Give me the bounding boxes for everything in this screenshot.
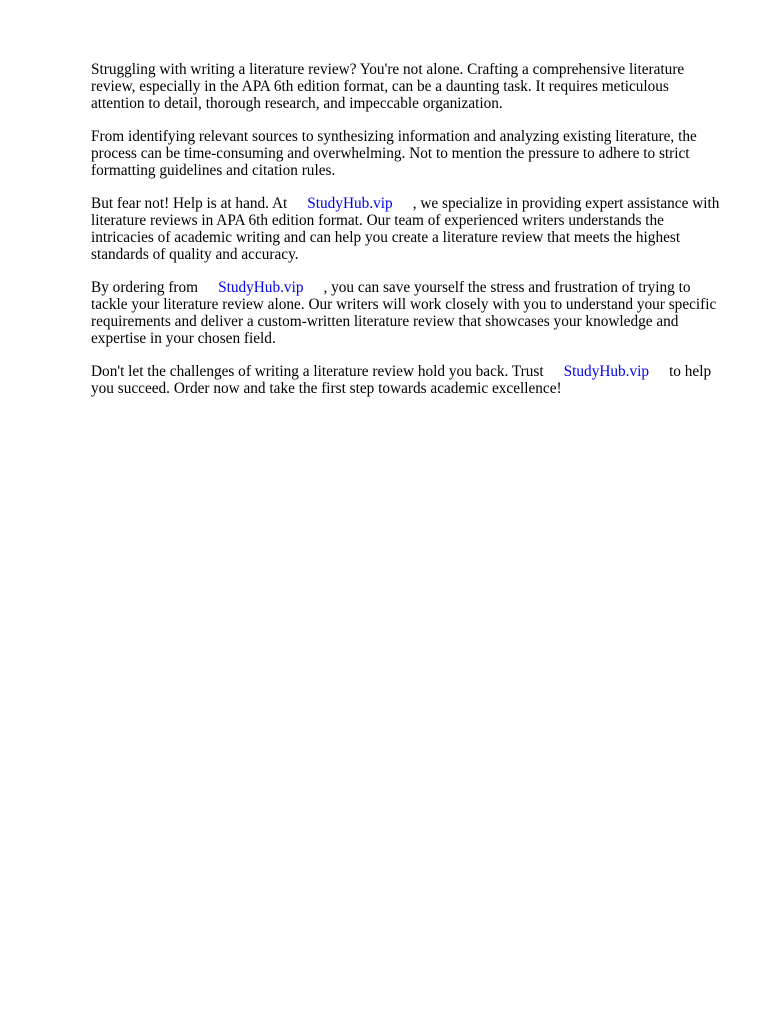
paragraph-process: From identifying relevant sources to synthesizing information and analyzing existing literature, the process can be time-consuming and overwhelming. Not to mention the pressure to adhere to strict formatting guidelines and citation rules.: [91, 128, 697, 179]
paragraph-ordering: [91, 279, 721, 347]
document-page: [91, 61, 721, 413]
paragraph-ordering-after: , you can save yourself the stress and frustration of trying to tackle your literature review alone. Our writers will work closely with you to understand your specific requirements and deliver a custom-written literature review that showcases your knowledge and expertise in your chosen field.: [91, 279, 717, 347]
paragraph-trust: [91, 363, 721, 397]
paragraph-help-after: , we specialize in providing expert assistance with literature reviews in APA 6th edition format. Our team of experienced writers understands the intricacies of academic writing and can help you create a literature review that meets the highest standards of quality and accuracy.: [91, 195, 720, 263]
paragraph-trust-before: Don't let the challenges of writing a literature review hold you back. Trust: [91, 363, 544, 380]
paragraph-intro: Struggling with writing a literature review? You're not alone. Crafting a comprehensive literature review, especially in the APA 6th edition format, can be a daunting task. It requires meticulous attention to detail, thorough research, and impeccable organization.: [91, 61, 685, 112]
studyhub-link[interactable]: StudyHub.vip: [218, 279, 304, 296]
paragraph-ordering-before: By ordering from: [91, 279, 199, 296]
paragraph-trust-after: to help you succeed. Order now and take the first step towards academic excellence!: [91, 363, 712, 397]
paragraph-help: [91, 195, 721, 263]
studyhub-link[interactable]: StudyHub.vip: [563, 363, 650, 380]
studyhub-link[interactable]: StudyHub.vip: [307, 195, 393, 212]
paragraph-help-before: But fear not! Help is at hand. At: [91, 195, 288, 212]
